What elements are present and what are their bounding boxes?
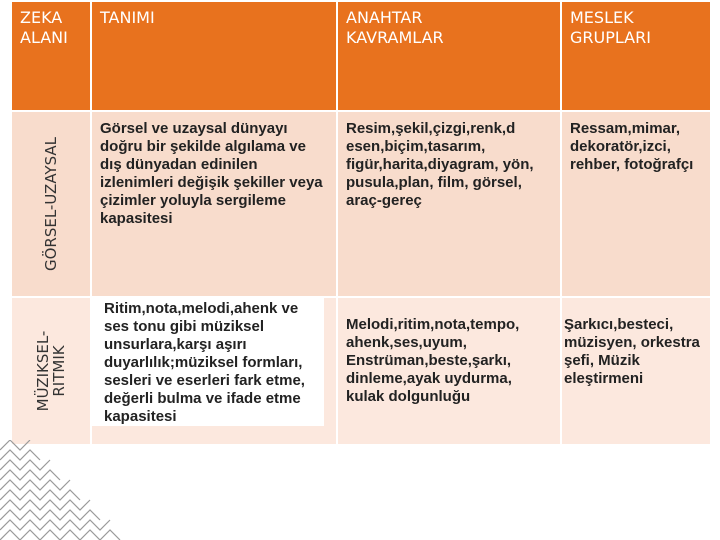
definition-text: Görsel ve uzaysal dünyayı doğru bir şekilde algılama ve dış dünyadan edinilen izlenimleri değişik şekiller veya çizimler yoluyla sergileme kapasitesi — [100, 120, 323, 227]
definition-text: Ritim,nota,melodi,ahenk ve ses tonu gibi müziksel unsurlara,karşı aşırı duyarlılık;müziksel formları, sesleri ve eserleri fark etme, değerli bulma ve ifade etme kapasitesi — [92, 298, 324, 426]
header-zeka-alani — [11, 1, 91, 111]
table-row — [11, 297, 711, 445]
area-cell — [11, 297, 91, 445]
table-row — [11, 111, 711, 297]
table-header-row — [11, 1, 711, 111]
header-tanimi — [91, 1, 337, 111]
professions-cell — [561, 111, 711, 297]
keywords-cell — [337, 297, 561, 445]
header-anahtar-kavramlar-label: ANAHTAR KAVRAMLAR — [346, 8, 444, 47]
professions-text: Ressam,mimar, dekoratör,izci, rehber, fotoğrafçı — [570, 120, 694, 173]
area-label: MÜZIKSEL- RITMIK — [34, 330, 68, 412]
header-meslek-gruplari — [561, 1, 711, 111]
definition-cell — [91, 111, 337, 297]
keywords-text: Melodi,ritim,nota,tempo, ahenk,ses,uyum, Enstrüman,beste,şarkı, dinleme,ayak uydurma, kulak dolgunluğu — [346, 316, 520, 405]
header-anahtar-kavramlar — [337, 1, 561, 111]
area-label: GÖRSEL-UZAYSAL — [42, 136, 60, 272]
intelligence-table — [10, 0, 712, 446]
professions-cell — [561, 297, 711, 445]
professions-text: Şarkıcı,besteci, müzisyen, orkestra şefi, Müzik eleştirmeni — [564, 316, 700, 387]
decorative-corner-pattern — [0, 440, 130, 540]
definition-cell — [91, 297, 337, 445]
keywords-text: Resim,şekil,çizgi,renk,d esen,biçim,tasarım, figür,harita,diyagram, yön, pusula,plan, film, görsel, araç-gereç — [346, 120, 534, 209]
header-zeka-alani-label: ZEKA ALANI — [20, 8, 68, 47]
keywords-cell — [337, 111, 561, 297]
area-cell — [11, 111, 91, 297]
header-tanimi-label: TANIMI — [100, 8, 155, 27]
header-meslek-gruplari-label: MESLEK GRUPLARI — [570, 8, 651, 47]
